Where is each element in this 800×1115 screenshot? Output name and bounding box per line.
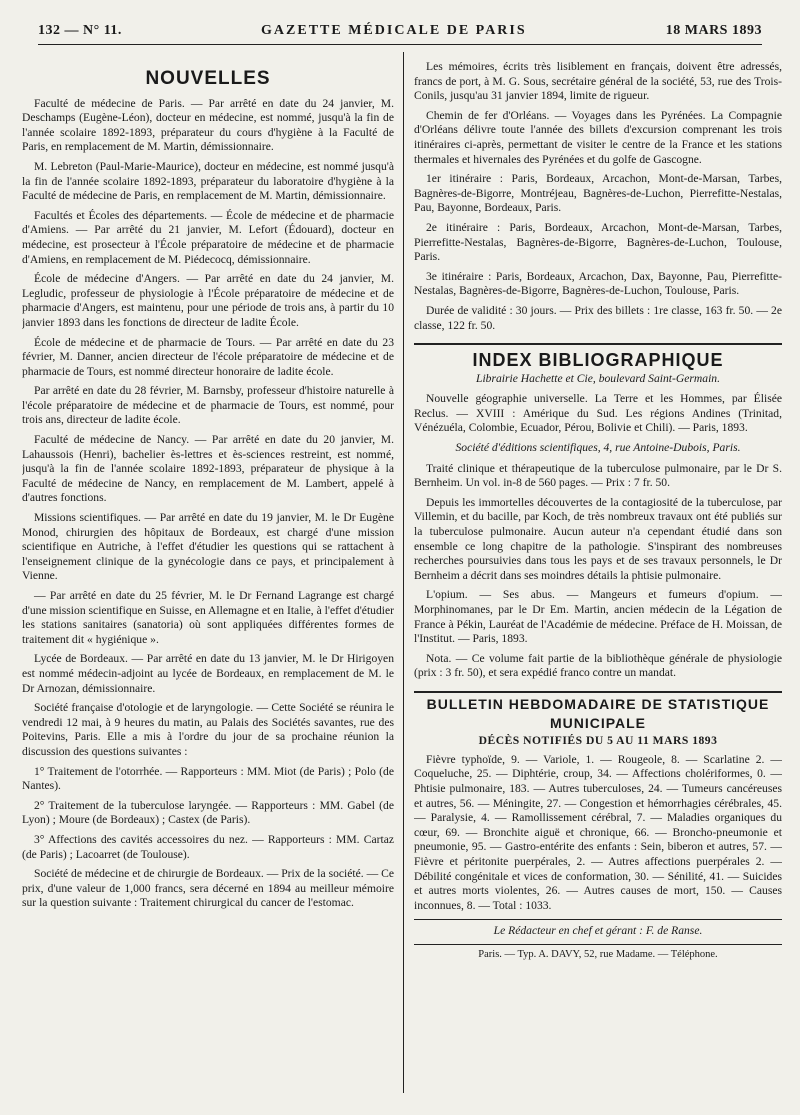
news-paragraph: 1° Traitement de l'otorrhée. — Rapporteurs : MM. Miot (de Paris) ; Polo (de Nantes).	[22, 764, 394, 793]
bulletin-title-line2: MUNICIPALE	[549, 714, 647, 731]
news-paragraph: Par arrêté en date du 28 février, M. Barnsby, professeur d'histoire naturelle à l'école préparatoire de médecine et de pharmacie de Tours, est nommé, pour trois ans, directeur de ladite école.	[22, 384, 394, 427]
news-paragraph: M. Lebreton (Paul-Marie-Maurice), docteur en médecine, est nommé jusqu'à la fin de l'année scolaire 1892-1893, préparateur du laboratoire d'hygiène à la Faculté de médecine de Paris, en remplacement de M. Martin, démissionnaire.	[22, 159, 394, 203]
news-paragraph: Chemin de fer d'Orléans. — Voyages dans les Pyrénées. La Compagnie d'Orléans délivre toute l'année des billets d'excursion comprenant les trois itinéraires ci-après, permettant de visiter le centre de la France et les stations thermales et hivernales des Pyrénées et du golfe de Gascogne.	[414, 108, 782, 166]
news-paragraph: Faculté de médecine de Paris. — Par arrêté en date du 24 janvier, M. Deschamps (Eugène-Léon), docteur en médecine, est nommé, jusqu'à la fin de l'année scolaire 1892-1893, préparateur du cours d'hygiène à la Faculté de Paris, en remplacement de M. Martin, démissionnaire.	[22, 96, 394, 154]
left-column	[22, 60, 394, 1055]
news-paragraph: Lycée de Bordeaux. — Par arrêté en date du 13 janvier, M. le Dr Hirigoyen est nommé médecin-adjoint au lycée de Bordeaux, en remplacement de M. le Dr Arnozan, démissionnaire.	[22, 652, 394, 695]
statistics-bulletin	[414, 691, 782, 730]
news-paragraph: Les mémoires, écrits très lisiblement en français, doivent être adressés, francs de port, à M. G. Sous, secrétaire général de la société, 53, rue des Trois-Conils, jusqu'au 31 janvier 1894, limite de rigueur.	[414, 60, 782, 103]
news-paragraph: Durée de validité : 30 jours. — Prix des billets : 1re classe, 163 fr. 50. — 2e classe, 122 fr. 50.	[414, 303, 782, 332]
column-divider	[403, 52, 404, 1093]
news-paragraph: Facultés et Écoles des départements. — École de médecine et de pharmacie d'Amiens. — Par arrêté du 21 janvier, M. Lefort (Édouard), docteur en médecine, est prosecteur à l'École préparatoire de médecine et de pharmacie d'Amiens, en remplacement de M. Piédecocq, démissionnaire.	[22, 208, 394, 266]
right-column	[414, 60, 782, 1055]
news-paragraph: 2° Traitement de la tuberculose laryngée. — Rapporteurs : MM. Gabel (de Lyon) ; Moure (de Bordeaux) ; Castex (de Paris).	[22, 798, 394, 827]
news-paragraph: École de médecine et de pharmacie de Tours. — Par arrêté en date du 23 février, M. Danner, ancien directeur de l'école préparatoire de médecine et de pharmacie de Tours, est nommé directeur honoraire de ladite école.	[22, 335, 394, 378]
bibliography-entry: L'opium. — Ses abus. — Mangeurs et fumeurs d'opium. — Morphinomanes, par le Dr Em. Martin, ancien médecin de la Légation de France à Pékin, Lauréat de l'Académie de médecine. Préface de H. Moissan, de l'Institut. — Paris, 1893.	[414, 588, 782, 646]
news-paragraph: 1er itinéraire : Paris, Bordeaux, Arcachon, Mont-de-Marsan, Tarbes, Bagnères-de-Bigorre, Montréjeau, Bagnères-de-Luchon, Pierrefitte-Nestalas, Pau, Bayonne, Bordeaux, Paris.	[414, 172, 782, 215]
section-title: NOUVELLES	[145, 68, 271, 89]
page-header	[38, 18, 762, 45]
journal-title: GAZETTE MÉDICALE DE PARIS	[261, 23, 527, 38]
index-section	[414, 343, 782, 371]
news-paragraph: — Par arrêté en date du 25 février, M. le Dr Fernand Lagrange est chargé d'une mission scientifique en Suisse, en Allemagne et en Italie, à l'effet d'étudier les stations sanitaires (sanatoria) où sont appliquées différentes formes de traitement dit « hygiénique ».	[22, 589, 394, 646]
deaths-statistics: Fièvre typhoïde, 9. — Variole, 1. — Rougeole, 8. — Scarlatine 2. — Coqueluche, 25. — Diphtérie, croup, 34. — Affections cholériformes, 0. — Phtisie pulmonaire, 183. — Autres tuberculoses, 24. — Tumeurs cancéreuses et autres, 56. — Méningite, 27. — Congestion et hémorrhagies cérébrales, 45. — Paralysie, 4. — Ramollissement cérébral, 7. — Maladies organiques du cœur, 69. — Bronchite aiguë et chronique, 66. — Broncho-pneumonie et pneumonie, 95. — Gastro-entérite des enfants : Sein, biberon et autres, 57. — Fièvre et péritonite puerpérales, 2. — Autres affections puerpérales 2. — Débilité congénitale et vices de conformation, 30. — Sénilité, 41. — Suicides et autres morts violentes, 26. — Autres causes de mort, 150. — Causes inconnues, 8. — Total : 1033.	[414, 752, 782, 912]
bibliography-entry: Depuis les immortelles découvertes de la contagiosité de la tuberculose, par Villemin, et du bacille, par Koch, de très nombreux travaux ont été publiés sur la tuberculose pulmonaire. Aucun auteur n'a cependant étudié dans son ensemble ce long chapitre de la pathologie. S'inspirant des nombreuses recherches poursuivies dans tous les pays et de ses travaux personnels, le Dr Bernheim a décrit dans ses moindres détails la phtisie pulmonaire.	[414, 495, 782, 582]
bibliography-entry: Nouvelle géographie universelle. La Terre et les Hommes, par Élisée Reclus. — XVIII : Amérique du Sud. Les régions Andines (Trinitad, Vénézuéla, Colombie, Ecuador, Pérou, Bolivie et Chili). — Paris, 1893.	[414, 392, 782, 435]
news-paragraph: Société française d'otologie et de laryngologie. — Cette Société se réunira le vendredi 12 mai, à 9 heures du matin, au Palais des Sociétés savantes, rue des Poitevins, Paris. Elle a mis à l'ordre du jour de sa prochaine réunion la discussion des questions suivantes :	[22, 701, 394, 758]
publisher-line: Librairie Hachette et Cie, boulevard Saint-Germain.	[476, 371, 720, 385]
news-paragraph: 3e itinéraire : Paris, Bordeaux, Arcachon, Dax, Bayonne, Pau, Pierrefitte-Nestalas, Bagnères-de-Bigorre, Bagnères-de-Luchon, Toulouse, Paris.	[414, 269, 782, 298]
printer-line: Paris. — Typ. A. DAVY, 52, rue Madame. — Téléphone.	[414, 944, 782, 963]
bulletin-title: BULLETIN HEBDOMADAIRE DE STATISTIQUE	[426, 695, 770, 712]
editor-signature: Le Rédacteur en chef et gérant : F. de Ranse.	[414, 919, 782, 939]
news-paragraph: Faculté de médecine de Nancy. — Par arrêté en date du 20 janvier, M. Lahaussois (Henri), bachelier ès-lettres et ès-sciences restreint, est nommé, jusqu'à la fin de l'année scolaire 1892-1893, préparateur de physique à la Faculté de médecine de Nancy, en remplacement de M. Lambert, appelé à d'autres fonctions.	[22, 433, 394, 505]
news-paragraph: Société de médecine et de chirurgie de Bordeaux. — Prix de la société. — Ce prix, d'une valeur de 1,000 francs, sera décerné en 1894 au meilleur mémoire sur la question suivante : Traitement chirurgical du cancer de l'estomac.	[22, 867, 394, 910]
news-paragraph: École de médecine d'Angers. — Par arrêté en date du 24 janvier, M. Legludic, professeur de physiologie à l'École préparatoire de médecine et de pharmacie d'Angers, est maintenu, pour une période de trois ans, à partir du 10 janvier 1893 dans les fonctions de directeur de ladite École.	[22, 272, 394, 329]
page-number: 132 — N° 11.	[38, 23, 122, 38]
index-title: INDEX BIBLIOGRAPHIQUE	[472, 350, 724, 371]
issue-date: 18 MARS 1893	[665, 23, 762, 38]
publisher-line: Société d'éditions scientifiques, 4, rue Antoine-Dubois, Paris.	[455, 441, 741, 455]
news-paragraph: 3° Affections des cavités accessoires du nez. — Rapporteurs : MM. Cartaz (de Paris) ; Lacoarret (de Toulouse).	[22, 832, 394, 861]
news-paragraph: Missions scientifiques. — Par arrêté en date du 19 janvier, M. le Dr Eugène Monod, chirurgien des hôpitaux de Bordeaux, est chargé d'une mission scientifique en Autriche, à l'effet d'étudier les questions qui se rattachent à l'enseignement clinique de la gynécologie dans ce pays, et principalement à Vienne.	[22, 511, 394, 583]
news-paragraph: 2e itinéraire : Paris, Bordeaux, Arcachon, Mont-de-Marsan, Tarbes, Pierrefitte-Nestalas, Bagnères-de-Bigorre, Bagnères-de-Luchon, Toulouse, Paris.	[414, 220, 782, 264]
bibliography-entry: Nota. — Ce volume fait partie de la bibliothèque générale de physiologie (prix : 3 fr. 50), et sera expédié franco contre un mandat.	[414, 651, 782, 680]
deaths-heading: DÉCÈS NOTIFIÉS DU 5 AU 11 MARS 1893	[478, 734, 718, 748]
bibliography-entry: Traité clinique et thérapeutique de la tuberculose pulmonaire, par le Dr S. Bernheim. Un vol. in-8 de 560 pages. — Prix : 7 fr. 50.	[414, 461, 782, 490]
